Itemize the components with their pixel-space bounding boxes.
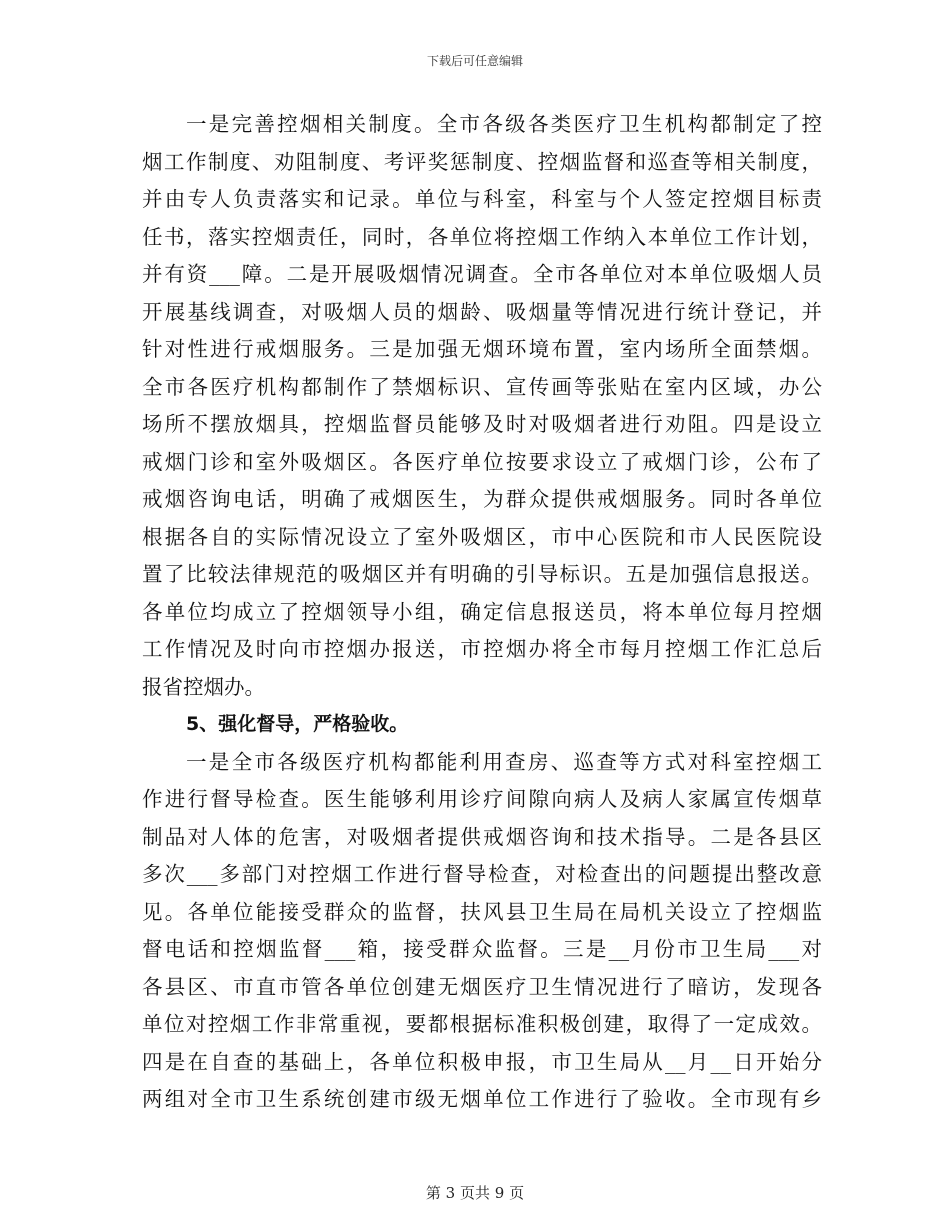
paragraph-line: 一是全市各级医疗机构都能利用查房、巡查等方式对科室控烟工 bbox=[186, 749, 822, 774]
paragraph-line: 工作情况及时向市控烟办报送，市控烟办将全市每月控烟工作汇总后 bbox=[142, 637, 822, 661]
paragraph-line: 四是在自查的基础上，各单位积极申报，市卫生局从__月__日开始分 bbox=[142, 1049, 822, 1074]
paragraph-line: 烟工作制度、劝阻制度、考评奖惩制度、控烟监督和巡查等相关制度， bbox=[142, 149, 822, 174]
paragraph-line: 并由专人负责落实和记录。单位与科室，科室与个人签定控烟目标责 bbox=[142, 187, 822, 211]
paragraph-line: 戒烟咨询电话，明确了戒烟医生，为群众提供戒烟服务。同时各单位 bbox=[142, 487, 822, 511]
paragraph-line: 各县区、市直市管各单位创建无烟医疗卫生情况进行了暗访，发现各 bbox=[142, 974, 822, 999]
paragraph-line: 任书，落实控烟责任，同时，各单位将控烟工作纳入本单位工作计划， bbox=[142, 224, 822, 249]
page-footer: 第 3 页共 9 页 bbox=[425, 1184, 525, 1202]
paragraph-line: 多次___多部门对控烟工作进行督导检查，对检查出的问题提出整改意 bbox=[142, 862, 822, 886]
paragraph-line: 根据各自的实际情况设立了室外吸烟区，市中心医院和市人民医院设 bbox=[142, 524, 822, 549]
paragraph-line: 单位对控烟工作非常重视，要都根据标准积极创建，取得了一定成效。 bbox=[142, 1012, 822, 1036]
page-header: 下载后可任意编辑 bbox=[426, 54, 523, 68]
paragraph-line: 并有资___障。二是开展吸烟情况调查。全市各单位对本单位吸烟人员 bbox=[142, 262, 822, 286]
paragraph-line: 报省控烟办。 bbox=[142, 674, 265, 699]
paragraph-line: 戒烟门诊和室外吸烟区。各医疗单位按要求设立了戒烟门诊，公布了 bbox=[142, 449, 822, 474]
paragraph-line: 场所不摆放烟具，控烟监督员能够及时对吸烟者进行劝阻。四是设立 bbox=[142, 412, 822, 436]
paragraph-line: 全市各医疗机构都制作了禁烟标识、宣传画等张贴在室内区域，办公 bbox=[142, 374, 822, 399]
paragraph-line: 督电话和控烟监督___箱，接受群众监督。三是__月份市卫生局___对 bbox=[142, 937, 822, 961]
section-heading: 5、强化督导，严格验收。 bbox=[186, 713, 409, 735]
paragraph-line: 两组对全市卫生系统创建市级无烟单位工作进行了验收。全市现有乡 bbox=[142, 1087, 822, 1111]
paragraph-line: 见。各单位能接受群众的监督，扶风县卫生局在局机关设立了控烟监 bbox=[142, 899, 822, 924]
paragraph-line: 一是完善控烟相关制度。全市各级各类医疗卫生机构都制定了控 bbox=[186, 112, 822, 136]
paragraph-line: 制品对人体的危害，对吸烟者提供戒烟咨询和技术指导。二是各县区 bbox=[142, 824, 822, 849]
paragraph-line: 开展基线调查，对吸烟人员的烟龄、吸烟量等情况进行统计登记，并 bbox=[142, 299, 822, 324]
paragraph-line: 各单位均成立了控烟领导小组，确定信息报送员，将本单位每月控烟 bbox=[142, 599, 822, 624]
paragraph-line: 针对性进行戒烟服务。三是加强无烟环境布置，室内场所全面禁烟。 bbox=[142, 337, 822, 361]
document-body bbox=[142, 106, 822, 1119]
paragraph-line: 作进行督导检查。医生能够利用诊疗间隙向病人及病人家属宣传烟草 bbox=[142, 787, 822, 811]
paragraph-line: 置了比较法律规范的吸烟区并有明确的引导标识。五是加强信息报送。 bbox=[142, 562, 822, 586]
